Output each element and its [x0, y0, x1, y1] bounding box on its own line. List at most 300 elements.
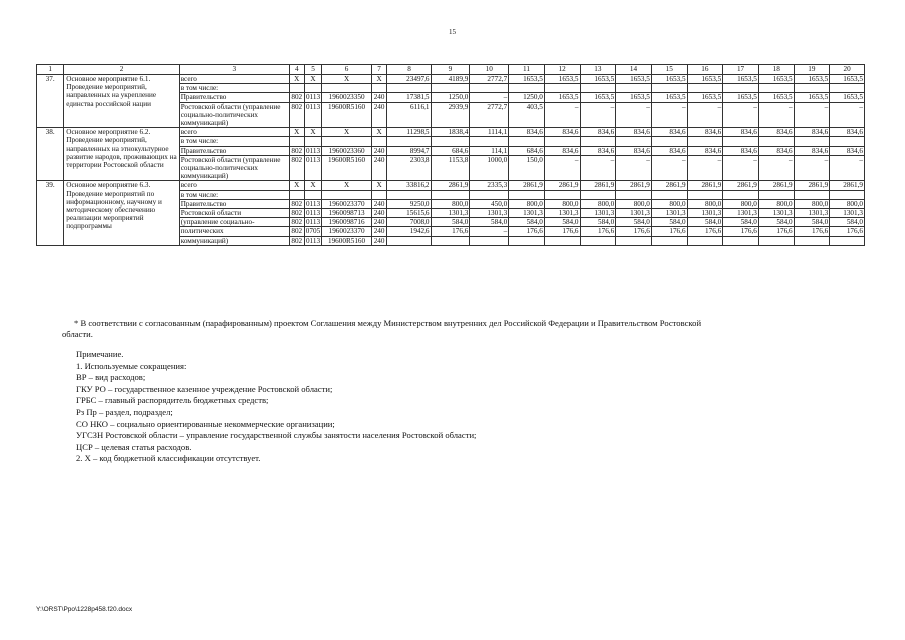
value-cell: [304, 190, 322, 199]
value-cell: [616, 137, 652, 146]
value-cell: [830, 84, 865, 93]
value-cell: 584,0: [509, 218, 545, 227]
value-cell: 584,0: [431, 218, 470, 227]
value-cell: 114,1: [470, 146, 509, 155]
value-cell: 1301,3: [431, 209, 470, 218]
value-cell: X: [304, 181, 322, 190]
value-cell: 1960098716: [322, 218, 371, 227]
value-cell: 176,6: [794, 227, 830, 236]
value-cell: 1653,5: [651, 93, 687, 102]
value-cell: 150,0: [509, 155, 545, 181]
value-cell: [758, 236, 794, 245]
value-cell: 0113: [304, 155, 322, 181]
value-cell: [371, 190, 387, 199]
value-cell: [470, 137, 509, 146]
value-cell: 1653,5: [651, 75, 687, 84]
value-cell: 2772,7: [470, 75, 509, 84]
value-cell: 176,6: [758, 227, 794, 236]
budget-table: [36, 64, 865, 246]
value-cell: 584,0: [616, 218, 652, 227]
value-cell: [431, 236, 470, 245]
value-cell: 1960098713: [322, 209, 371, 218]
value-cell: 1301,3: [616, 209, 652, 218]
note-line: Примечание.: [76, 349, 124, 359]
row-number: 38.: [37, 128, 64, 181]
value-cell: 240: [371, 218, 387, 227]
note-line: ВР – вид расходов;: [76, 372, 146, 383]
value-cell: 1960023370: [322, 199, 371, 208]
value-cell: 584,0: [651, 218, 687, 227]
value-cell: [758, 84, 794, 93]
column-header: 16: [687, 65, 723, 75]
value-cell: 584,0: [758, 218, 794, 227]
value-cell: 1653,5: [544, 75, 580, 84]
value-cell: 1653,5: [616, 93, 652, 102]
value-cell: X: [289, 75, 304, 84]
value-cell: 834,6: [794, 146, 830, 155]
value-cell: 800,0: [544, 199, 580, 208]
value-cell: X: [322, 75, 371, 84]
value-cell: [723, 190, 759, 199]
executor-cell: Правительство: [179, 93, 289, 102]
column-header: 18: [758, 65, 794, 75]
value-cell: [387, 84, 431, 93]
value-cell: 1653,5: [794, 93, 830, 102]
value-cell: 240: [371, 102, 387, 128]
value-cell: X: [304, 128, 322, 137]
value-cell: 176,6: [651, 227, 687, 236]
value-cell: 802: [291, 209, 303, 218]
value-cell: 800,0: [651, 199, 687, 208]
value-cell: [544, 236, 580, 245]
value-cell: 9250,0: [387, 199, 431, 208]
table-header-row: [37, 65, 865, 75]
value-cell: 1960023370: [322, 227, 371, 236]
value-cell: 1653,5: [616, 75, 652, 84]
value-cell: 2335,3: [470, 181, 509, 190]
executor-cell: всего: [179, 128, 289, 137]
value-cell: 176,6: [723, 227, 759, 236]
value-cell: 802: [291, 227, 303, 236]
note-line: СО НКО – социально ориентированные некоммерческие организации;: [76, 418, 335, 429]
executor-cell: политических: [179, 227, 289, 236]
value-cell: [687, 236, 723, 245]
value-cell: 240: [371, 93, 387, 102]
column-header: 2: [64, 65, 179, 75]
notes-section: [76, 349, 476, 465]
value-cell: 800,0: [794, 199, 830, 208]
value-cell: 0113: [305, 146, 321, 155]
value-cell: 33816,2: [387, 181, 431, 190]
value-cell: 802: [291, 93, 303, 102]
column-header: 3: [179, 65, 289, 75]
value-cell: X: [289, 128, 304, 137]
value-cell: [470, 84, 509, 93]
value-cell: [431, 84, 470, 93]
value-cell: [289, 137, 304, 146]
value-cell: 684,6: [431, 146, 470, 155]
value-cell: 1301,3: [758, 209, 794, 218]
value-cell: 1301,3: [830, 209, 865, 218]
note-line: 2. Х – код бюджетной классификации отсутствует.: [76, 453, 261, 464]
value-cell: [431, 190, 470, 199]
value-cell: 834,6: [651, 128, 687, 137]
value-cell: 0113: [305, 236, 321, 245]
value-cell: 1653,5: [509, 75, 545, 84]
value-cell: 802: [289, 102, 304, 128]
activity-name: Основное мероприятие 6.2. Проведение мероприятий, направленных на этнокультурное развитие народов, проживающих на территории Ростовской области: [64, 128, 179, 181]
value-cell: 0113: [304, 102, 322, 128]
value-cell: 1301,3: [509, 209, 545, 218]
value-cell: [723, 84, 759, 93]
value-cell: 15615,6: [387, 209, 431, 218]
value-cell: 834,6: [544, 146, 580, 155]
column-header: 19: [794, 65, 830, 75]
footnote: * В соответствии с согласованным (парафированным) проектом Соглашения между Министерством внутренних дел Российской Федерации и Правительством Ростовской: [74, 318, 702, 328]
value-cell: [544, 190, 580, 199]
column-header: 8: [387, 65, 431, 75]
value-cell: [322, 84, 371, 93]
value-cell: 584,0: [830, 218, 865, 227]
value-cell: 240: [371, 146, 387, 155]
value-cell: 834,6: [580, 146, 616, 155]
value-cell: 800,0: [687, 199, 723, 208]
value-cell: 240: [371, 209, 387, 218]
column-header: 17: [723, 65, 759, 75]
value-cell: 800,0: [509, 199, 545, 208]
value-cell: 802: [291, 236, 303, 245]
value-cell: 6116,1: [387, 102, 431, 128]
value-cell: X: [371, 181, 387, 190]
executor-cell: в том числе:: [179, 190, 289, 199]
value-cell: 2861,9: [723, 181, 759, 190]
value-cell: 584,0: [723, 218, 759, 227]
value-cell: 2861,9: [758, 181, 794, 190]
page-number: 15: [449, 28, 456, 36]
value-cell: 802: [291, 218, 303, 227]
value-cell: –: [580, 155, 616, 181]
value-cell: 1653,5: [830, 93, 865, 102]
value-cell: [470, 236, 509, 245]
value-cell: X: [289, 181, 304, 190]
value-cell: 17381,5: [387, 93, 431, 102]
value-cell: 1301,3: [794, 209, 830, 218]
column-header: 10: [470, 65, 509, 75]
value-cell: –: [651, 155, 687, 181]
value-cell: 834,6: [544, 128, 580, 137]
value-cell: [758, 137, 794, 146]
value-cell: [509, 236, 545, 245]
value-cell: 1960023350: [322, 93, 371, 102]
note-line: ГРБС – главный распорядитель бюджетных средств;: [76, 395, 269, 406]
value-cell: 834,6: [687, 128, 723, 137]
value-cell: 834,6: [509, 128, 545, 137]
value-cell: 1250,0: [431, 93, 470, 102]
value-cell: [509, 84, 545, 93]
value-cell: 584,0: [544, 218, 580, 227]
activity-name: Основное мероприятие 6.3. Проведение мероприятий по информационному, научному и методическому обеспечению реализации мероприятий подпрограммы: [64, 181, 179, 245]
value-cell: –: [723, 102, 759, 128]
value-cell: 1653,5: [580, 93, 616, 102]
value-cell: [616, 236, 652, 245]
value-cell: –: [758, 155, 794, 181]
value-cell: 2861,9: [431, 181, 470, 190]
value-cell: 1653,5: [687, 93, 723, 102]
value-cell: 19600R5160: [322, 155, 371, 181]
executor-cell: коммуникаций): [179, 236, 289, 245]
row-number: 37.: [37, 75, 64, 128]
value-cell: 1000,0: [470, 155, 509, 181]
value-cell: [687, 84, 723, 93]
value-cell: 1153,8: [431, 155, 470, 181]
value-cell: [723, 137, 759, 146]
value-cell: 0113: [305, 93, 321, 102]
value-cell: 802: [289, 155, 304, 181]
value-cell: 800,0: [758, 199, 794, 208]
value-cell: 834,6: [616, 146, 652, 155]
column-header: 11: [509, 65, 545, 75]
value-cell: 4189,9: [431, 75, 470, 84]
value-cell: –: [544, 102, 580, 128]
value-cell: 834,6: [723, 128, 759, 137]
value-cell: 240: [371, 236, 387, 245]
value-cell: 1960023360: [322, 146, 371, 155]
value-cell: [830, 137, 865, 146]
value-cell: –: [616, 155, 652, 181]
value-cell: 176,6: [580, 227, 616, 236]
value-cell: 23497,6: [387, 75, 431, 84]
value-cell: 2861,9: [830, 181, 865, 190]
value-cell: [794, 137, 830, 146]
value-cell: –: [544, 155, 580, 181]
value-cell: X: [371, 75, 387, 84]
value-cell: [371, 84, 387, 93]
executor-cell: всего: [179, 75, 289, 84]
value-cell: [431, 137, 470, 146]
note-line: 1. Используемые сокращения:: [76, 360, 187, 371]
value-cell: [371, 137, 387, 146]
value-cell: [794, 236, 830, 245]
value-cell: 176,6: [431, 227, 470, 236]
value-cell: 834,6: [794, 128, 830, 137]
value-cell: [304, 84, 322, 93]
value-cell: 1653,5: [794, 75, 830, 84]
value-cell: [387, 236, 431, 245]
value-cell: 1301,3: [651, 209, 687, 218]
value-cell: 834,6: [580, 128, 616, 137]
note-line: ГКУ РО – государственное казенное учреждение Ростовской области;: [76, 383, 333, 394]
value-cell: [304, 137, 322, 146]
value-cell: 2861,9: [580, 181, 616, 190]
value-cell: –: [723, 155, 759, 181]
value-cell: [580, 84, 616, 93]
value-cell: –: [687, 102, 723, 128]
value-cell: –: [470, 227, 509, 236]
executor-cell: всего: [179, 181, 289, 190]
value-cell: [687, 137, 723, 146]
value-cell: [470, 190, 509, 199]
value-cell: [616, 84, 652, 93]
executor-cell: Правительство: [179, 146, 289, 155]
row-number: 39.: [37, 181, 64, 245]
value-cell: 2861,9: [794, 181, 830, 190]
executor-cell: в том числе:: [179, 84, 289, 93]
column-header: 9: [431, 65, 470, 75]
value-cell: 1653,5: [830, 75, 865, 84]
value-cell: 7008,0: [387, 218, 431, 227]
value-cell: 834,6: [723, 146, 759, 155]
value-cell: [758, 190, 794, 199]
value-cell: [544, 84, 580, 93]
value-cell: 2303,8: [387, 155, 431, 181]
value-cell: 0113: [305, 218, 321, 227]
executor-cell: Ростовской области: [179, 209, 289, 218]
column-header: 1: [37, 65, 64, 75]
value-cell: 240: [371, 155, 387, 181]
value-cell: 834,6: [830, 128, 865, 137]
column-header: 4: [289, 65, 304, 75]
value-cell: 834,6: [687, 146, 723, 155]
value-cell: [651, 137, 687, 146]
value-cell: [580, 236, 616, 245]
value-cell: X: [322, 181, 371, 190]
note-line: УГСЗН Ростовской области – управление государственной службы занятости населения Ростовской области;: [76, 430, 477, 441]
value-cell: 800,0: [723, 199, 759, 208]
value-cell: 176,6: [544, 227, 580, 236]
value-cell: 802: [291, 199, 303, 208]
value-cell: 802: [291, 146, 303, 155]
value-cell: 450,0: [470, 199, 509, 208]
value-cell: 1653,5: [544, 93, 580, 102]
value-cell: 176,6: [687, 227, 723, 236]
value-cell: –: [687, 155, 723, 181]
value-cell: –: [794, 102, 830, 128]
executor-cell: Ростовской области (управление социально-политических коммуникаций): [179, 102, 289, 128]
value-cell: 19600R5160: [322, 102, 371, 128]
executor-cell: в том числе:: [179, 137, 289, 146]
value-cell: [509, 190, 545, 199]
value-cell: 240: [371, 227, 387, 236]
value-cell: [289, 84, 304, 93]
value-cell: –: [651, 102, 687, 128]
value-cell: 403,5: [509, 102, 545, 128]
value-cell: 2772,7: [470, 102, 509, 128]
footnote-continuation: области.: [62, 329, 93, 339]
value-cell: 0113: [305, 199, 321, 208]
value-cell: 1301,3: [544, 209, 580, 218]
column-header: 12: [544, 65, 580, 75]
note-line: ЦСР – целевая статья расходов.: [76, 441, 192, 452]
value-cell: [387, 137, 431, 146]
value-cell: 0113: [305, 209, 321, 218]
value-cell: [544, 137, 580, 146]
value-cell: X: [322, 128, 371, 137]
executor-cell: (управление социально-: [179, 218, 289, 227]
value-cell: [651, 84, 687, 93]
value-cell: 1250,0: [509, 93, 545, 102]
value-cell: 834,6: [830, 146, 865, 155]
value-cell: 1653,5: [580, 75, 616, 84]
value-cell: 2861,9: [616, 181, 652, 190]
value-cell: [794, 84, 830, 93]
value-cell: 8994,7: [387, 146, 431, 155]
value-cell: –: [758, 102, 794, 128]
value-cell: 19600R5160: [322, 236, 371, 245]
column-header: 14: [616, 65, 652, 75]
value-cell: –: [580, 102, 616, 128]
column-header: 13: [580, 65, 616, 75]
value-cell: 176,6: [616, 227, 652, 236]
value-cell: 2939,9: [431, 102, 470, 128]
value-cell: 1301,3: [470, 209, 509, 218]
value-cell: –: [470, 93, 509, 102]
value-cell: 834,6: [616, 128, 652, 137]
value-cell: 800,0: [580, 199, 616, 208]
value-cell: [830, 190, 865, 199]
value-cell: 2861,9: [544, 181, 580, 190]
value-cell: 1653,5: [758, 93, 794, 102]
value-cell: [794, 190, 830, 199]
value-cell: –: [616, 102, 652, 128]
value-cell: 800,0: [616, 199, 652, 208]
file-path: Y:\ORST\Ppo\1228p458.f20.docx: [36, 606, 133, 613]
value-cell: 834,6: [758, 128, 794, 137]
table-row: [37, 75, 865, 84]
value-cell: 1653,5: [723, 75, 759, 84]
value-cell: [387, 190, 431, 199]
value-cell: [651, 236, 687, 245]
value-cell: 834,6: [758, 146, 794, 155]
column-header: 15: [651, 65, 687, 75]
value-cell: X: [371, 128, 387, 137]
value-cell: –: [830, 102, 865, 128]
value-cell: [322, 190, 371, 199]
value-cell: [830, 236, 865, 245]
value-cell: 1114,1: [470, 128, 509, 137]
value-cell: [651, 190, 687, 199]
value-cell: 584,0: [470, 218, 509, 227]
executor-cell: Ростовской области (управление социально-политических коммуникаций): [179, 155, 289, 181]
value-cell: 2861,9: [651, 181, 687, 190]
executor-cell: Правительство: [179, 199, 289, 208]
table-row: [37, 181, 865, 190]
value-cell: 1653,5: [758, 75, 794, 84]
value-cell: –: [794, 155, 830, 181]
value-cell: [616, 190, 652, 199]
column-header: 6: [322, 65, 371, 75]
column-header: 5: [304, 65, 322, 75]
value-cell: 1653,5: [687, 75, 723, 84]
value-cell: 176,6: [509, 227, 545, 236]
value-cell: 1838,4: [431, 128, 470, 137]
value-cell: 2861,9: [687, 181, 723, 190]
note-line: Рз Пр – раздел, подраздел;: [76, 406, 173, 417]
value-cell: [509, 137, 545, 146]
value-cell: 584,0: [794, 218, 830, 227]
value-cell: 584,0: [687, 218, 723, 227]
column-header: 20: [830, 65, 865, 75]
value-cell: [687, 190, 723, 199]
value-cell: 240: [371, 199, 387, 208]
value-cell: [580, 190, 616, 199]
value-cell: 176,6: [830, 227, 865, 236]
value-cell: [322, 137, 371, 146]
value-cell: 1301,3: [723, 209, 759, 218]
value-cell: 2861,9: [509, 181, 545, 190]
value-cell: X: [304, 75, 322, 84]
value-cell: 684,6: [509, 146, 545, 155]
value-cell: [289, 190, 304, 199]
